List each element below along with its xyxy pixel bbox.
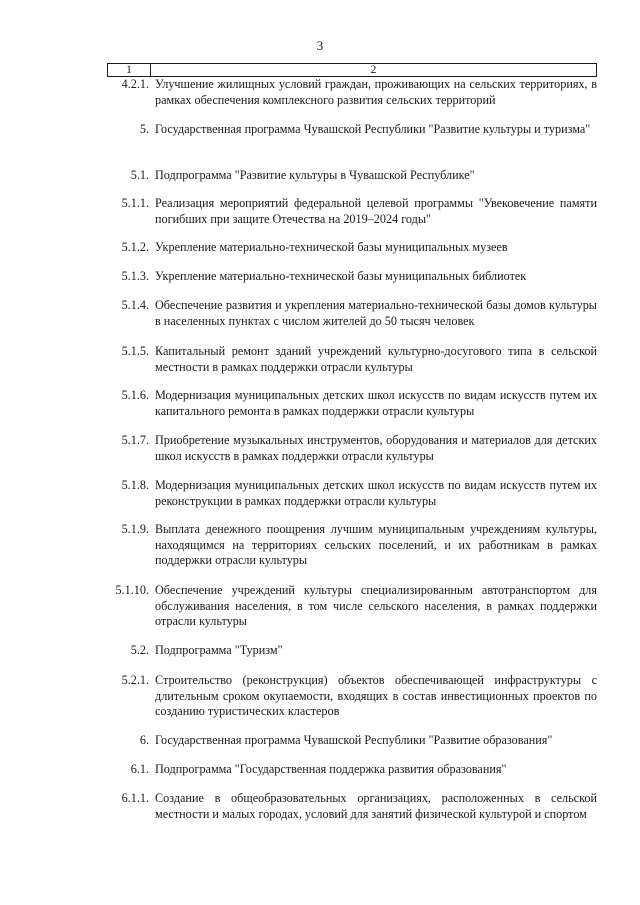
table-row — [107, 388, 597, 419]
row-number: 5.2. — [130, 643, 149, 657]
table-row — [107, 762, 597, 778]
row-text: Укрепление материально-технической базы муниципальных библиотек — [155, 269, 527, 283]
table-row — [107, 433, 597, 464]
table-row — [107, 643, 597, 659]
row-text: Государственная программа Чувашской Республики "Развитие образования" — [155, 733, 553, 747]
column-header-1: 1 — [108, 64, 151, 77]
row-text: Укрепление материально-технической базы муниципальных музеев — [155, 240, 508, 254]
row-text: Подпрограмма "Туризм" — [155, 643, 283, 657]
row-number: 5.1.8. — [121, 478, 149, 492]
row-text: Подпрограмма "Государственная поддержка развития образования" — [155, 762, 507, 776]
row-number: 5.1.5. — [121, 344, 149, 358]
row-text: Обеспечение развития и укрепления материально-технической базы домов культуры в населенных пунктах с числом жителей до 50 тысяч человек — [155, 298, 597, 328]
row-number: 6.1.1. — [121, 791, 149, 805]
row-number: 5.1.10. — [115, 583, 149, 597]
table-header — [107, 63, 597, 77]
table-row — [107, 791, 597, 822]
row-number: 5.1. — [130, 168, 149, 182]
table-row — [107, 522, 597, 569]
row-text: Государственная программа Чувашской Республики "Развитие культуры и туризма" — [155, 122, 591, 136]
table-row — [107, 673, 597, 720]
row-text: Строительство (реконструкция) объектов обеспечивающей инфраструктуры с длительным сроком окупаемости, входящих в состав инвестиционных проектов по созданию туристических кластеров — [155, 673, 597, 718]
row-number: 5.2.1. — [121, 673, 149, 687]
row-text: Модернизация муниципальных детских школ искусств по видам искусств путем их капитального ремонта в рамках поддержки отрасли культуры — [155, 388, 597, 418]
row-number: 6.1. — [130, 762, 149, 776]
table-row — [107, 77, 597, 108]
row-text: Улучшение жилищных условий граждан, проживающих на сельских территориях, в рамках обеспечения комплексного развития сельских территорий — [155, 77, 597, 107]
row-number: 6. — [139, 733, 149, 747]
row-number: 5. — [139, 122, 149, 136]
row-text: Обеспечение учреждений культуры специализированным автотранспортом для обслуживания населения, в том числе сельского населения, в рамках поддержки отрасли культуры — [155, 583, 597, 628]
row-number: 5.1.9. — [121, 522, 149, 536]
table-row — [107, 583, 597, 630]
row-number: 5.1.2. — [121, 240, 149, 254]
row-text: Капитальный ремонт зданий учреждений культурно-досугового типа в сельской местности в рамках поддержки отрасли культуры — [155, 344, 597, 374]
table-row — [107, 122, 597, 138]
row-number: 5.1.4. — [121, 298, 149, 312]
table-row — [107, 478, 597, 509]
table-row — [107, 344, 597, 375]
row-text: Подпрограмма "Развитие культуры в Чувашской Республике" — [155, 168, 475, 182]
row-number: 5.1.3. — [121, 269, 149, 283]
table-row — [107, 196, 597, 227]
row-number: 4.2.1. — [121, 77, 149, 91]
table-row — [107, 168, 597, 184]
row-text: Приобретение музыкальных инструментов, оборудования и материалов для детских школ искусств в рамках поддержки отрасли культуры — [155, 433, 597, 463]
table-row — [107, 298, 597, 329]
row-number: 5.1.7. — [121, 433, 149, 447]
row-text: Модернизация муниципальных детских школ искусств по видам искусств путем их реконструкции в рамках поддержки отрасли культуры — [155, 478, 597, 508]
table-row — [107, 733, 597, 749]
table-row — [107, 240, 597, 256]
row-text: Реализация мероприятий федеральной целевой программы "Увековечение памяти погибших при защите Отечества на 2019–2024 годы" — [155, 196, 597, 226]
row-number: 5.1.6. — [121, 388, 149, 402]
table-row — [107, 269, 597, 285]
page-number: 3 — [316, 38, 324, 53]
column-header-2: 2 — [151, 64, 597, 77]
row-text: Выплата денежного поощрения лучшим муниципальным учреждениям культуры, находящимся на территориях сельских поселений, и их работникам в рамках поддержки отрасли культуры — [155, 522, 597, 567]
row-number: 5.1.1. — [121, 196, 149, 210]
row-text: Создание в общеобразовательных организациях, расположенных в сельской местности и малых городах, условий для занятий физической культурой и спортом — [155, 791, 597, 821]
